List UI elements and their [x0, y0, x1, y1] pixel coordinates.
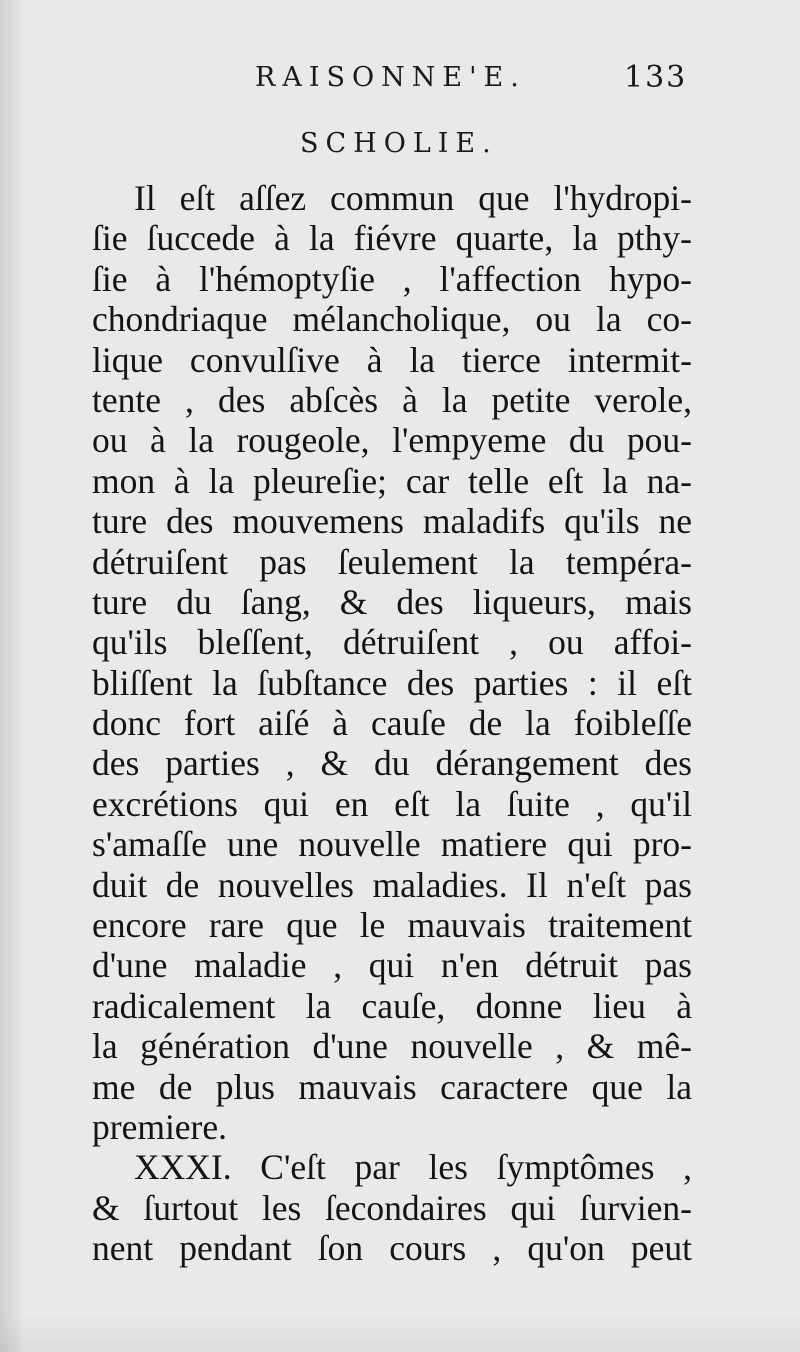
page-edge: [0, 0, 22, 1352]
text-line: la génération d'une nouvelle , & mê-: [92, 1026, 692, 1067]
text-line: nent pendant ſon cours , qu'on peut: [92, 1228, 692, 1269]
text-line: ſie ſuccede à la fiévre quarte, la pthy-: [92, 218, 692, 259]
text-line: mon à la pleureſie; car telle eſt la na-: [92, 460, 692, 501]
running-head: RAISONNE'E.: [255, 62, 526, 93]
text-line: détruiſent pas ſeulement la tempéra-: [92, 541, 692, 582]
text-line: chondriaque mélancholique, ou la co-: [92, 299, 692, 340]
text-line: ture du ſang, & des liqueurs, mais: [92, 581, 692, 622]
text-line: duit de nouvelles maladies. Il n'eſt pas: [92, 864, 692, 905]
text-line: & ſurtout les ſecondaires qui ſurvien-: [92, 1187, 692, 1228]
text-line: encore rare que le mauvais traitement: [92, 905, 692, 946]
paragraph-scholie: [92, 178, 692, 1147]
text-line: ture des mouvemens maladifs qu'ils ne: [92, 501, 692, 542]
text-line: tente , des abſcès à la petite verole,: [92, 379, 692, 420]
text-line: excrétions qui en eſt la ſuite , qu'il: [92, 783, 692, 824]
text-line: premiere.: [92, 1106, 228, 1147]
section-title: SCHOLIE.: [300, 128, 498, 159]
page-header: [0, 54, 800, 104]
text-line: qu'ils bleſſent, détruiſent , ou affoi-: [92, 622, 692, 663]
page-shadow: [0, 1312, 800, 1352]
text-line: radicalement la cauſe, donne lieu à: [92, 985, 692, 1026]
text-line: Il eſt aſſez commun que l'hydropi-: [134, 178, 692, 218]
body-text: [92, 178, 692, 1269]
text-line: d'une maladie , qui n'en détruit pas: [92, 945, 692, 986]
text-line: s'amaſſe une nouvelle matiere qui pro-: [92, 824, 692, 865]
text-line: ſie à l'hémoptyſie , l'affection hypo-: [92, 258, 692, 299]
page-number: 133: [624, 60, 688, 95]
text-line: des parties , & du dérangement des: [92, 743, 692, 784]
text-line: me de plus mauvais caractere que la: [92, 1066, 692, 1107]
paragraph-xxxi: [92, 1147, 692, 1268]
text-line: ou à la rougeole, l'empyeme du pou-: [92, 420, 692, 461]
text-line: XXXI. C'eſt par les ſymptômes ,: [134, 1147, 692, 1188]
text-line: donc fort aiſé à cauſe de la foibleſſe: [92, 703, 692, 744]
text-line: bliſſent la ſubſtance des parties : il eſt: [92, 662, 692, 703]
text-line: lique convulſive à la tierce intermit-: [92, 339, 692, 380]
